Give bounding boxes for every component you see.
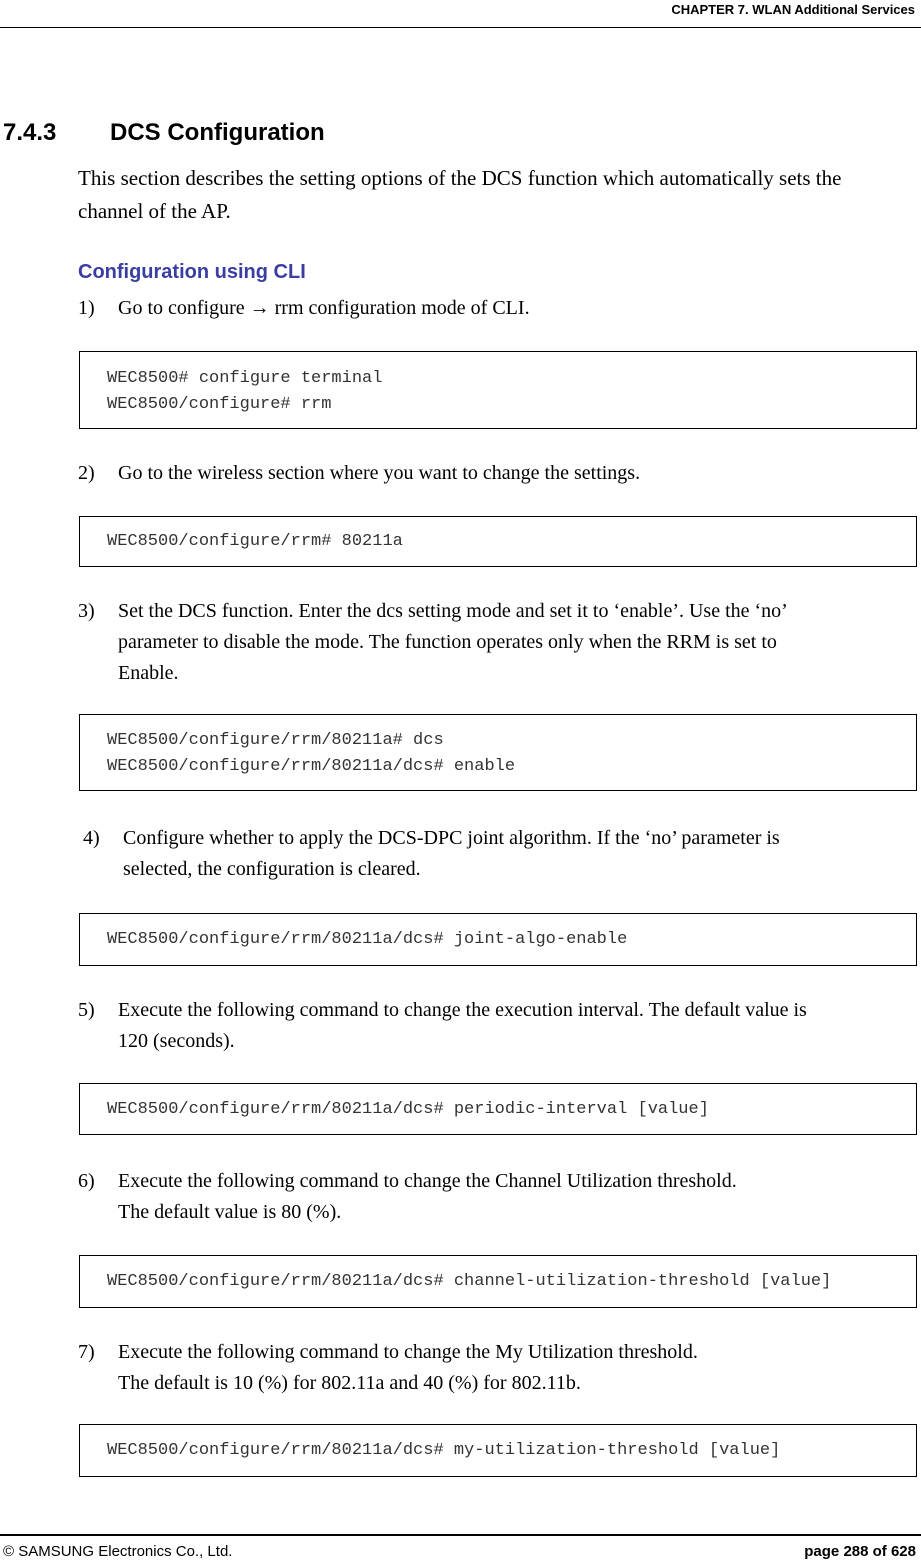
step-number: 6) [78,1170,95,1192]
subheading-cli: Configuration using CLI [78,261,306,283]
code-block-7 [79,1424,917,1477]
code-line: WEC8500/configure/rrm/80211a/dcs# joint-algo-enable [107,930,628,949]
code-line: WEC8500/configure/rrm# 80211a [107,532,403,551]
step-text: selected, the configuration is cleared. [123,858,421,880]
step-text: The default is 10 (%) for 802.11a and 40 (%) for 802.11b. [118,1372,581,1394]
code-block-6 [79,1255,917,1308]
step-text: Configure whether to apply the DCS-DPC joint algorithm. If the ‘no’ parameter is [123,827,780,849]
step-number: 5) [78,999,95,1021]
intro-line: channel of the AP. [78,199,231,223]
code-block-1 [79,351,917,429]
step-text: parameter to disable the mode. The function operates only when the RRM is set to [118,631,777,653]
step-text: Go to the wireless section where you want to change the settings. [118,462,641,484]
code-block-3 [79,714,917,791]
code-block-2 [79,516,917,567]
step-text: The default value is 80 (%). [118,1201,342,1223]
step-text: Execute the following command to change the Channel Utilization threshold. [118,1170,737,1192]
code-line: WEC8500/configure/rrm/80211a/dcs# enable [107,757,516,776]
step-text: Go to configure → rrm configuration mode of CLI. [118,297,530,319]
step-number: 3) [78,600,95,622]
code-line: WEC8500# configure terminal [107,369,383,388]
page-number: page 288 of 628 [804,1543,916,1560]
step-text: Execute the following command to change the My Utilization threshold. [118,1341,698,1363]
footer-divider [0,1534,921,1536]
step-number: 1) [78,297,95,319]
code-line: WEC8500/configure# rrm [107,395,332,414]
step-text: 120 (seconds). [118,1030,235,1052]
section-number: 7.4.3 [3,119,57,146]
code-line: WEC8500/configure/rrm/80211a/dcs# periodic-interval [value] [107,1100,709,1119]
code-line: WEC8500/configure/rrm/80211a/dcs# channel-utilization-threshold [value] [107,1272,832,1291]
header-divider [0,27,921,28]
step-number: 7) [78,1341,95,1363]
section-heading [3,117,325,149]
step-number: 2) [78,462,95,484]
step-number: 4) [83,827,100,849]
chapter-header: CHAPTER 7. WLAN Additional Services [671,2,915,17]
section-title: DCS Configuration [110,119,325,146]
section-intro [78,162,918,228]
code-block-5 [79,1083,917,1135]
code-line: WEC8500/configure/rrm/80211a/dcs# my-utilization-threshold [value] [107,1441,781,1460]
step-text: Set the DCS function. Enter the dcs setting mode and set it to ‘enable’. Use the ‘no’ [118,600,788,622]
step-text: Enable. [118,662,179,684]
code-line: WEC8500/configure/rrm/80211a# dcs [107,731,444,750]
step-text: Execute the following command to change the execution interval. The default value is [118,999,807,1021]
intro-line: This section describes the setting options of the DCS function which automatically sets the [78,166,842,190]
footer-copyright: © SAMSUNG Electronics Co., Ltd. [3,1543,233,1560]
code-block-4 [79,913,917,966]
